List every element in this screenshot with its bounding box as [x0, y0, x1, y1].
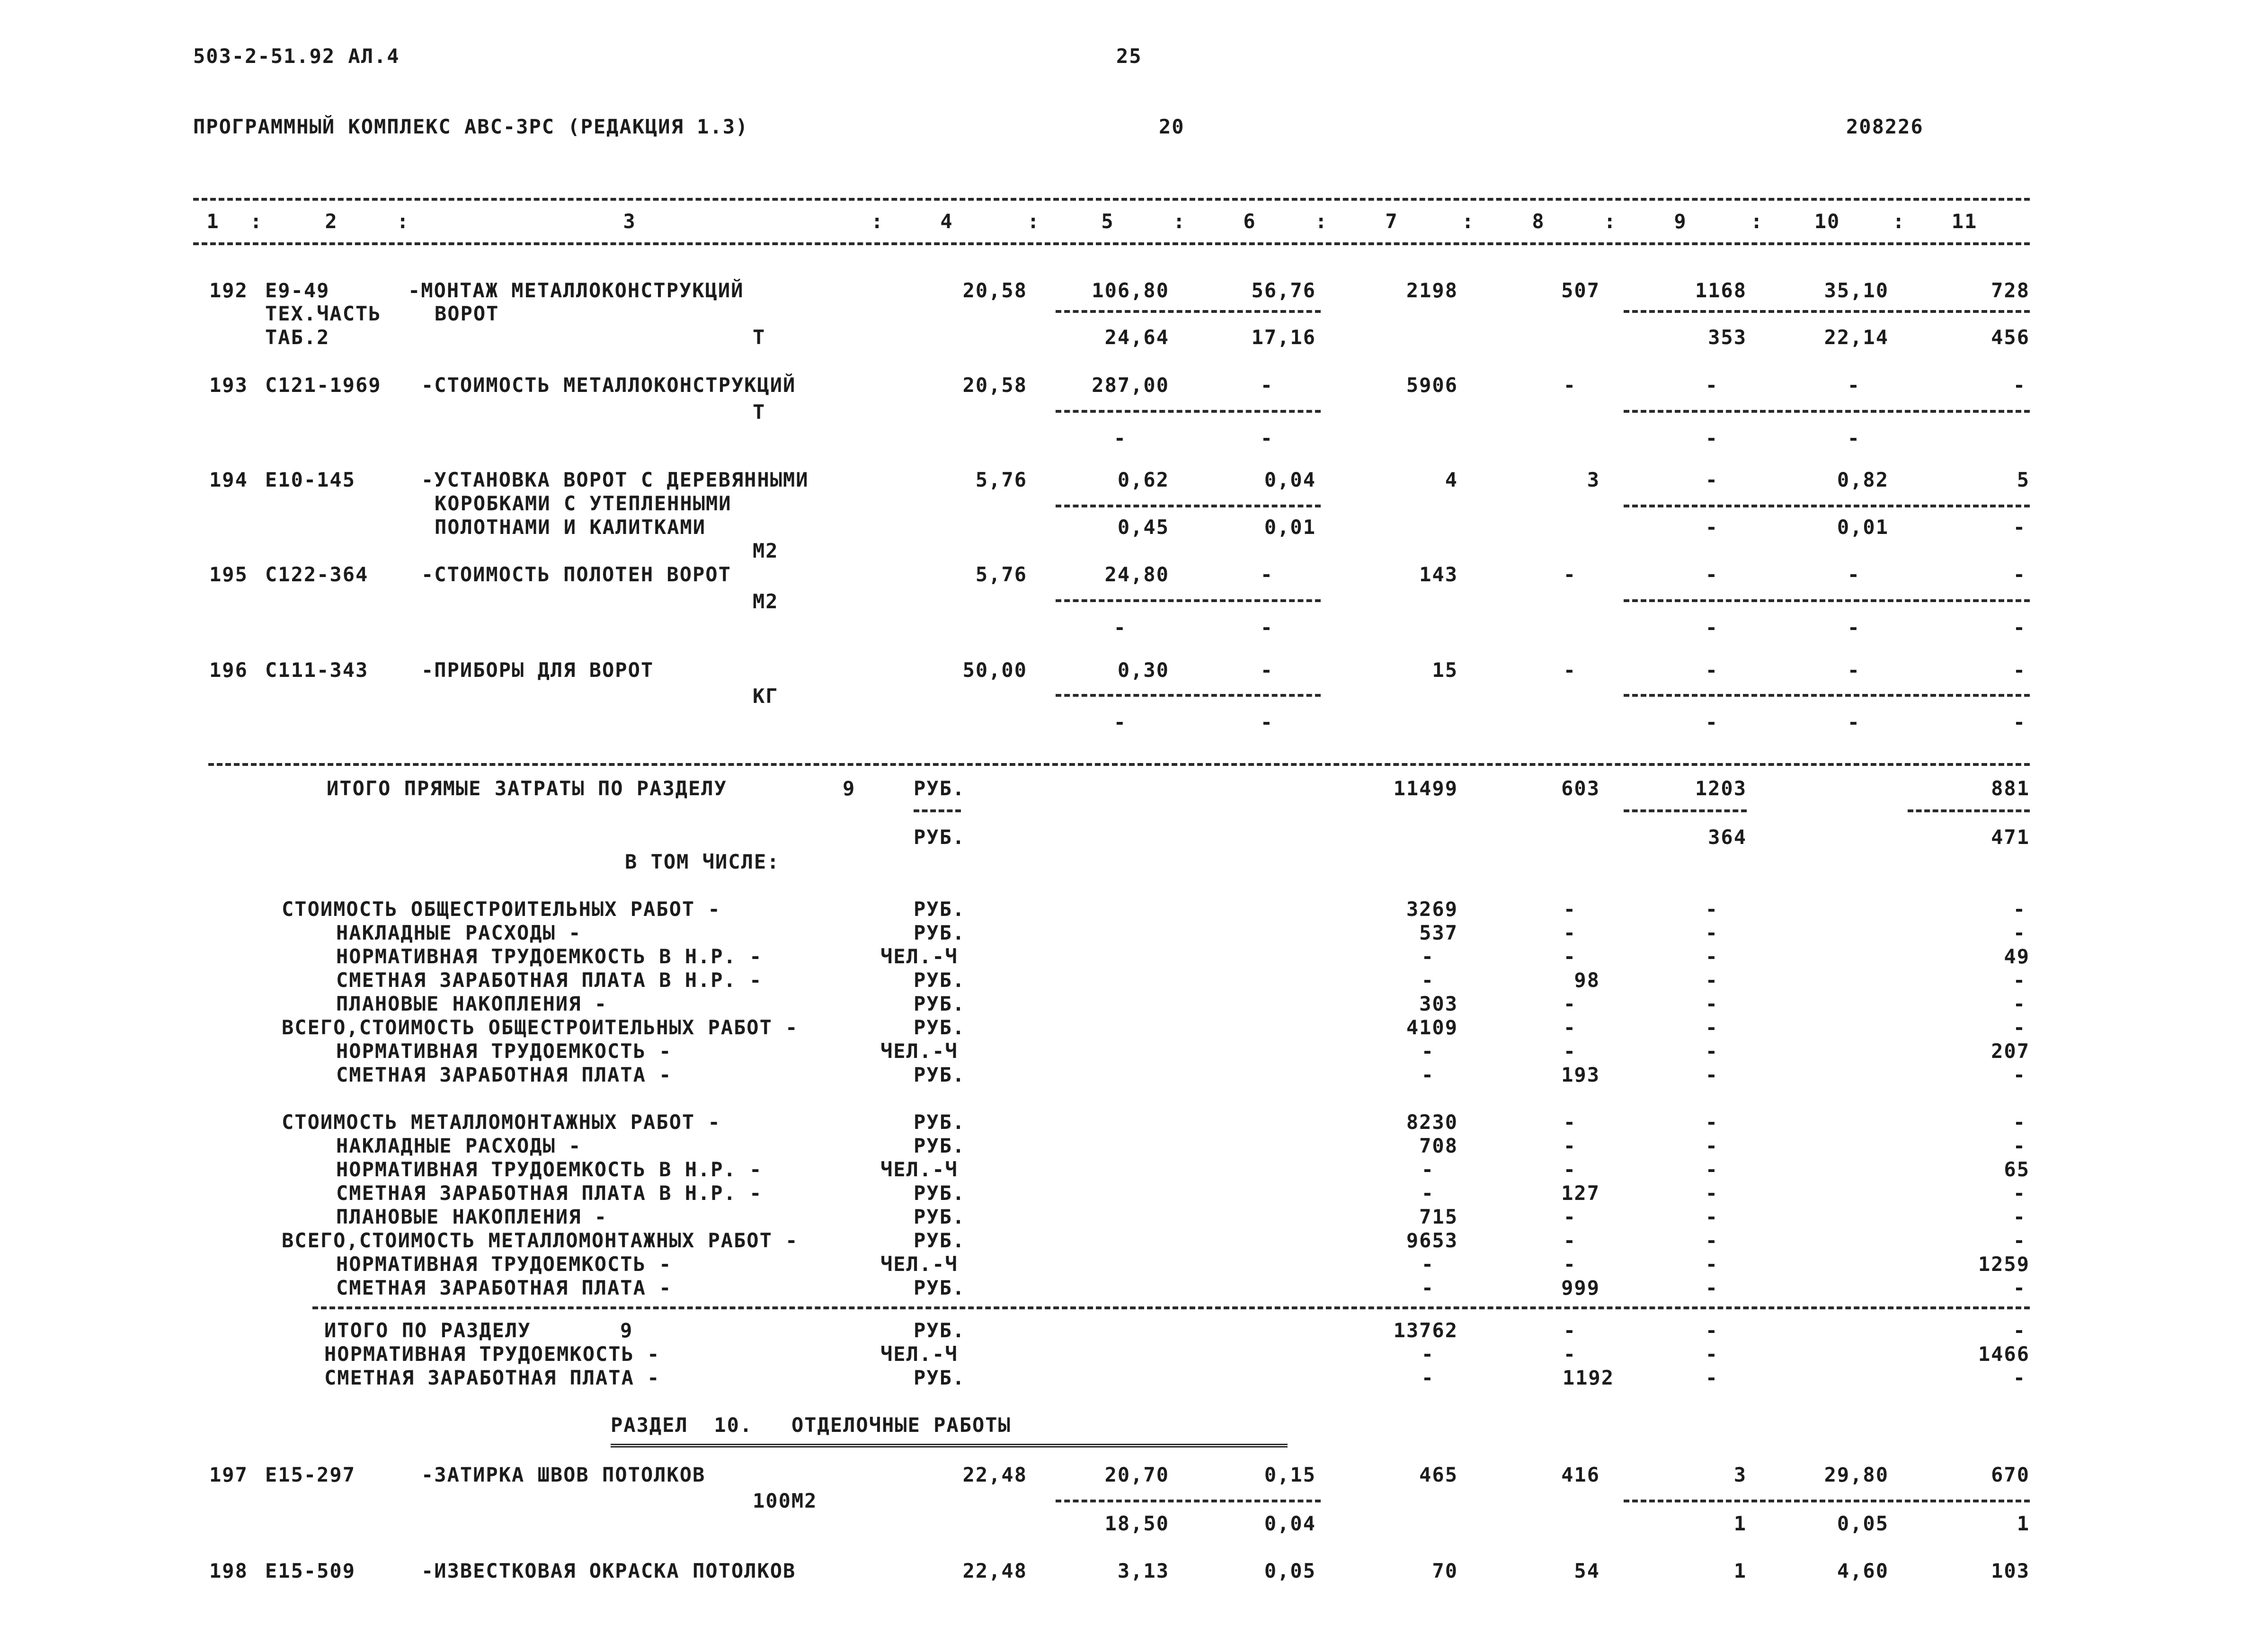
col8-value: -	[1563, 563, 1576, 586]
header-rule-bottom	[193, 242, 2030, 245]
col6-value-sub: 17,16	[1251, 326, 1316, 349]
col11-value-sub: 1	[2017, 1512, 2030, 1535]
summary-unit: ЧЕЛ.-Ч	[880, 1342, 958, 1366]
breakdown-unit: РУБ.	[914, 1063, 966, 1086]
column-header: 11	[1951, 210, 1978, 233]
col9-value-sub: -	[1705, 616, 1718, 639]
col9-value: -	[1705, 1276, 1718, 1299]
column-separator: :	[1893, 210, 1906, 233]
col9-value: -	[1705, 1366, 1718, 1389]
col11-value: -	[2013, 563, 2026, 586]
col10-value-sub: -	[1847, 616, 1860, 639]
col6-value-sub: -	[1260, 616, 1273, 639]
col9-value: 1203	[1695, 777, 1747, 800]
subtotal-rule	[1624, 410, 2030, 413]
col5-value-sub: -	[1113, 426, 1127, 450]
col11-value-sub: -	[2013, 515, 2026, 539]
col7-value: -	[1421, 968, 1434, 992]
column-header: 6	[1243, 210, 1256, 233]
column-separator: :	[1315, 210, 1328, 233]
col8-value: -	[1563, 1205, 1576, 1228]
col11-value: 1466	[1978, 1342, 2030, 1366]
breakdown-unit: РУБ.	[914, 1276, 966, 1299]
col7-value: 70	[1432, 1559, 1458, 1582]
col6-value-sub: -	[1260, 426, 1273, 450]
col9-value-sub: -	[1705, 711, 1718, 734]
summary-unit: РУБ.	[914, 1366, 966, 1389]
column-separator: :	[1751, 210, 1764, 233]
col7-value: -	[1421, 1181, 1434, 1205]
breakdown-unit: РУБ.	[914, 1229, 966, 1252]
col9-value: -	[1705, 563, 1718, 586]
col4-quantity: 5,76	[975, 468, 1027, 491]
col5-value-sub: -	[1113, 616, 1127, 639]
col11-value: -	[2013, 968, 2026, 992]
item-number: 197	[209, 1463, 248, 1486]
col8-value: 507	[1561, 279, 1600, 302]
breakdown-unit: РУБ.	[914, 1016, 966, 1039]
col5-value-sub: 18,50	[1104, 1512, 1169, 1535]
col4-quantity: 50,00	[962, 658, 1027, 682]
header-rule-top	[193, 198, 2030, 201]
item-unit: Т	[753, 400, 766, 424]
col9-value: 1	[1733, 1559, 1747, 1582]
col11-value-sub: -	[2013, 616, 2026, 639]
col7-value: 4109	[1406, 1016, 1458, 1039]
col8-value: -	[1563, 1342, 1576, 1366]
breakdown-label: ВСЕГО,СТОИМОСТЬ ОБЩЕСТРОИТЕЛЬНЫХ РАБОТ -	[282, 1016, 799, 1039]
column-separator: :	[1462, 210, 1475, 233]
item-code: Е9-49	[265, 279, 330, 302]
col8-value: -	[1563, 1252, 1576, 1276]
section-heading: РАЗДЕЛ 10. ОТДЕЛОЧНЫЕ РАБОТЫ	[611, 1413, 1011, 1437]
col9-value-sub: 364	[1708, 826, 1747, 849]
col7-value: -	[1421, 1342, 1434, 1366]
breakdown-label: ПЛАНОВЫЕ НАКОПЛЕНИЯ -	[336, 1205, 608, 1228]
col10-value-sub: 22,14	[1824, 326, 1889, 349]
col7-value: 11499	[1393, 777, 1458, 800]
col6-value: -	[1260, 563, 1273, 586]
item-number: 195	[209, 563, 248, 586]
col7-value: 303	[1419, 992, 1458, 1015]
col8-value: -	[1563, 945, 1576, 968]
breakdown-label: СМЕТНАЯ ЗАРАБОТНАЯ ПЛАТА -	[336, 1063, 672, 1086]
column-separator: :	[1604, 210, 1617, 233]
column-separator: :	[871, 210, 884, 233]
column-separator: :	[397, 210, 410, 233]
col6-value: 0,05	[1264, 1559, 1316, 1582]
breakdown-label: НАКЛАДНЫЕ РАСХОДЫ -	[336, 921, 582, 944]
col4-quantity: 5,76	[975, 563, 1027, 586]
summary-section-number: 9	[620, 1319, 633, 1342]
col9-value: -	[1705, 373, 1718, 397]
col9-value: -	[1705, 1205, 1718, 1228]
col7-value: -	[1421, 1063, 1434, 1086]
breakdown-label: СТОИМОСТЬ ОБЩЕСТРОИТЕЛЬНЫХ РАБОТ -	[282, 897, 721, 921]
breakdown-unit: РУБ.	[914, 1134, 966, 1157]
col11-value: -	[2013, 1110, 2026, 1134]
item-name: -СТОИМОСТЬ ПОЛОТЕН ВОРОТ	[421, 563, 731, 586]
col6-value-sub: 0,04	[1264, 1512, 1316, 1535]
col5-value-sub: 0,45	[1117, 515, 1169, 539]
col11-value: 728	[1991, 279, 2030, 302]
subtotal-rule	[1624, 1500, 2030, 1502]
item-name: -ЗАТИРКА ШВОВ ПОТОЛКОВ	[421, 1463, 706, 1486]
col11-value: 65	[2004, 1158, 2030, 1181]
col11-value: -	[2013, 992, 2026, 1015]
col11-value: 207	[1991, 1039, 2030, 1063]
summary-label: СМЕТНАЯ ЗАРАБОТНАЯ ПЛАТА -	[324, 1366, 660, 1389]
section-total-label: ИТОГО ПРЯМЫЕ ЗАТРАТЫ ПО РАЗДЕЛУ	[327, 777, 727, 800]
col4-quantity: 22,48	[962, 1463, 1027, 1486]
col7-value: -	[1421, 1252, 1434, 1276]
section-total-unit: РУБ.	[914, 777, 966, 800]
item-name: -СТОИМОСТЬ МЕТАЛЛОКОНСТРУКЦИЙ	[421, 373, 796, 397]
col9-value: -	[1705, 897, 1718, 921]
col8-value: -	[1563, 373, 1576, 397]
col4-quantity: 22,48	[962, 1559, 1027, 1582]
col11-value: -	[2013, 1276, 2026, 1299]
item-name: -ПРИБОРЫ ДЛЯ ВОРОТ	[421, 658, 654, 682]
col9-value: -	[1705, 1158, 1718, 1181]
breakdown-unit: РУБ.	[914, 1110, 966, 1134]
col8-value: -	[1563, 1016, 1576, 1039]
column-header: 7	[1385, 210, 1398, 233]
item-code-note: ТЕХ.ЧАСТЬ	[265, 302, 382, 325]
col11-value: -	[2013, 1229, 2026, 1252]
col9-value: -	[1705, 1252, 1718, 1276]
subtotal-rule	[1056, 1500, 1321, 1502]
subtotal-rule	[1056, 694, 1321, 697]
col9-value: -	[1705, 1181, 1718, 1205]
col8-value: 3	[1587, 468, 1600, 491]
sheet-number: 25	[1116, 44, 1142, 68]
col11-value: -	[2013, 1134, 2026, 1157]
col10-value-sub: 0,01	[1837, 515, 1889, 539]
item-number: 194	[209, 468, 248, 491]
section-summary-rule	[312, 1306, 2030, 1309]
item-unit: М2	[753, 539, 779, 562]
document-code: 503-2-51.92 АЛ.4	[193, 44, 400, 68]
col10-value-sub: 0,05	[1837, 1512, 1889, 1535]
subtotal-rule	[1908, 809, 2030, 812]
col7-value: 3269	[1406, 897, 1458, 921]
col7-value: 9653	[1406, 1229, 1458, 1252]
col10-value: -	[1847, 658, 1860, 682]
col8-value: -	[1563, 1134, 1576, 1157]
column-separator: :	[1173, 210, 1186, 233]
col6-value: -	[1260, 658, 1273, 682]
col8-value: -	[1563, 992, 1576, 1015]
item-code-note: ТАБ.2	[265, 326, 330, 349]
col9-value: -	[1705, 945, 1718, 968]
col9-value: 3	[1733, 1463, 1747, 1486]
col8-value: 193	[1561, 1063, 1600, 1086]
col8-value: -	[1563, 1229, 1576, 1252]
col7-value: 2198	[1406, 279, 1458, 302]
col11-value: -	[2013, 1205, 2026, 1228]
col11-value: 670	[1991, 1463, 2030, 1486]
col7-value: -	[1421, 1276, 1434, 1299]
section-total-rule	[208, 763, 2030, 766]
col7-value: -	[1421, 1039, 1434, 1063]
col11-value: 103	[1991, 1559, 2030, 1582]
col11-value-sub: -	[2013, 711, 2026, 734]
column-header: 5	[1101, 210, 1114, 233]
col11-value: -	[2013, 921, 2026, 944]
col9-value: -	[1705, 968, 1718, 992]
col7-value: -	[1421, 945, 1434, 968]
section-heading-underline	[611, 1444, 1288, 1448]
item-code: С111-343	[265, 658, 369, 682]
breakdown-unit: РУБ.	[914, 897, 966, 921]
col8-value: 127	[1561, 1181, 1600, 1205]
col5-value: 3,13	[1117, 1559, 1169, 1582]
col9-value: -	[1705, 1110, 1718, 1134]
col7-value: -	[1421, 1158, 1434, 1181]
breakdown-label: СМЕТНАЯ ЗАРАБОТНАЯ ПЛАТА В Н.Р. -	[336, 1181, 763, 1205]
col10-value: -	[1847, 563, 1860, 586]
column-header: 10	[1814, 210, 1840, 233]
item-number: 193	[209, 373, 248, 397]
item-number: 192	[209, 279, 248, 302]
item-name: -ИЗВЕСТКОВАЯ ОКРАСКА ПОТОЛКОВ	[421, 1559, 796, 1582]
col8-value: 603	[1561, 777, 1600, 800]
col4-quantity: 20,58	[962, 279, 1027, 302]
breakdown-unit: РУБ.	[914, 968, 966, 992]
breakdown-label: НОРМАТИВНАЯ ТРУДОЕМКОСТЬ -	[336, 1039, 672, 1063]
breakdown-unit: ЧЕЛ.-Ч	[880, 945, 958, 968]
subtotal-rule	[1624, 310, 2030, 313]
summary-unit: РУБ.	[914, 1319, 966, 1342]
section-total-number: 9	[843, 777, 856, 800]
breakdown-label: НОРМАТИВНАЯ ТРУДОЕМКОСТЬ -	[336, 1252, 672, 1276]
col9-value: -	[1705, 992, 1718, 1015]
col11-value: 881	[1991, 777, 2030, 800]
breakdown-unit: РУБ.	[914, 921, 966, 944]
col10-value: 35,10	[1824, 279, 1889, 302]
subtotal-rule	[1056, 410, 1321, 413]
column-header: 9	[1674, 210, 1687, 233]
item-name: ПОЛОТНАМИ И КАЛИТКАМИ	[435, 515, 706, 539]
including-label: В ТОМ ЧИСЛЕ:	[625, 850, 780, 873]
item-name: ВОРОТ	[435, 302, 499, 325]
col9-value-sub: 353	[1708, 326, 1747, 349]
col8-value: -	[1563, 897, 1576, 921]
item-name: -МОНТАЖ МЕТАЛЛОКОНСТРУКЦИЙ	[408, 279, 744, 302]
col9-value: -	[1705, 1319, 1718, 1342]
col9-value: -	[1705, 1063, 1718, 1086]
breakdown-label: ПЛАНОВЫЕ НАКОПЛЕНИЯ -	[336, 992, 608, 1015]
col7-value: -	[1421, 1366, 1434, 1389]
col5-value-sub: -	[1113, 711, 1127, 734]
col8-value: 416	[1561, 1463, 1600, 1486]
item-code: Е10-145	[265, 468, 356, 491]
col8-value: -	[1563, 1319, 1576, 1342]
col9-value: -	[1705, 1229, 1718, 1252]
col10-value: 29,80	[1824, 1463, 1889, 1486]
item-unit: 100М2	[753, 1489, 818, 1512]
col11-value: 49	[2004, 945, 2030, 968]
col5-value-sub: 24,64	[1104, 326, 1169, 349]
col11-value-sub: 456	[1991, 326, 2030, 349]
col8-value: 54	[1574, 1559, 1600, 1582]
item-unit: Т	[753, 326, 766, 349]
column-header: 2	[325, 210, 338, 233]
col11-value: -	[2013, 1319, 2026, 1342]
section-total-unit: РУБ.	[914, 826, 966, 849]
col7-value: 537	[1419, 921, 1458, 944]
breakdown-unit: РУБ.	[914, 1181, 966, 1205]
breakdown-unit: ЧЕЛ.-Ч	[880, 1252, 958, 1276]
col11-value-sub: 471	[1991, 826, 2030, 849]
col11-value: 1259	[1978, 1252, 2030, 1276]
col5-value: 24,80	[1104, 563, 1169, 586]
item-code: Е15-297	[265, 1463, 356, 1486]
column-separator: :	[250, 210, 263, 233]
breakdown-label: СТОИМОСТЬ МЕТАЛЛОМОНТАЖНЫХ РАБОТ -	[282, 1110, 721, 1134]
col11-value: -	[2013, 1063, 2026, 1086]
breakdown-label: СМЕТНАЯ ЗАРАБОТНАЯ ПЛАТА -	[336, 1276, 672, 1299]
breakdown-label: СМЕТНАЯ ЗАРАБОТНАЯ ПЛАТА В Н.Р. -	[336, 968, 763, 992]
col10-value-sub: -	[1847, 426, 1860, 450]
col9-value: -	[1705, 1039, 1718, 1063]
item-number: 196	[209, 658, 248, 682]
col9-value: 1168	[1695, 279, 1747, 302]
col7-value: 465	[1419, 1463, 1458, 1486]
breakdown-label: НОРМАТИВНАЯ ТРУДОЕМКОСТЬ В Н.Р. -	[336, 1158, 763, 1181]
col9-value: -	[1705, 658, 1718, 682]
col8-value: 999	[1561, 1276, 1600, 1299]
summary-label: ИТОГО ПО РАЗДЕЛУ	[324, 1319, 531, 1342]
col11-value: 5	[2017, 468, 2030, 491]
column-header: 3	[623, 210, 636, 233]
col7-value: 4	[1445, 468, 1458, 491]
col7-value: 8230	[1406, 1110, 1458, 1134]
col9-value-sub: 1	[1733, 1512, 1747, 1535]
col7-value: 5906	[1406, 373, 1458, 397]
col4-quantity: 20,58	[962, 373, 1027, 397]
col11-value: -	[2013, 1016, 2026, 1039]
col9-value-sub: -	[1705, 426, 1718, 450]
breakdown-unit: ЧЕЛ.-Ч	[880, 1158, 958, 1181]
col8-value: -	[1563, 1110, 1576, 1134]
col8-value: 98	[1574, 968, 1600, 992]
col7-value: 13762	[1393, 1319, 1458, 1342]
col5-value: 20,70	[1104, 1463, 1169, 1486]
col5-value: 106,80	[1092, 279, 1169, 302]
breakdown-label: НОРМАТИВНАЯ ТРУДОЕМКОСТЬ В Н.Р. -	[336, 945, 763, 968]
item-code: С122-364	[265, 563, 369, 586]
subtotal-rule	[1056, 599, 1321, 602]
col9-value: -	[1705, 921, 1718, 944]
item-number: 198	[209, 1559, 248, 1582]
col11-value: -	[2013, 1366, 2026, 1389]
col9-value: -	[1705, 1016, 1718, 1039]
subtotal-rule	[1056, 310, 1321, 313]
breakdown-label: НАКЛАДНЫЕ РАСХОДЫ -	[336, 1134, 582, 1157]
subtotal-rule	[1624, 809, 1747, 812]
col6-value-sub: 0,01	[1264, 515, 1316, 539]
col5-value: 0,62	[1117, 468, 1169, 491]
col8-value: -	[1563, 1158, 1576, 1181]
col11-value: -	[2013, 373, 2026, 397]
col5-value: 0,30	[1117, 658, 1169, 682]
col8-value: -	[1563, 921, 1576, 944]
column-header: 4	[940, 210, 953, 233]
column-header: 8	[1532, 210, 1545, 233]
breakdown-unit: РУБ.	[914, 992, 966, 1015]
col10-value-sub: -	[1847, 711, 1860, 734]
col6-value: 0,15	[1264, 1463, 1316, 1486]
summary-label: НОРМАТИВНАЯ ТРУДОЕМКОСТЬ -	[324, 1342, 660, 1366]
breakdown-unit: ЧЕЛ.-Ч	[880, 1039, 958, 1063]
column-header: 1	[206, 210, 220, 233]
col6-value-sub: -	[1260, 711, 1273, 734]
subtotal-rule	[1056, 505, 1321, 507]
item-code: С121-1969	[265, 373, 382, 397]
subtotal-rule	[1624, 694, 2030, 697]
col9-value: -	[1705, 468, 1718, 491]
col6-value: 0,04	[1264, 468, 1316, 491]
item-name: КОРОБКАМИ С УТЕПЛЕННЫМИ	[435, 492, 732, 515]
col10-value: 0,82	[1837, 468, 1889, 491]
col11-value: -	[2013, 897, 2026, 921]
col6-value: 56,76	[1251, 279, 1316, 302]
item-code: Е15-509	[265, 1559, 356, 1582]
item-unit: М2	[753, 590, 779, 613]
col7-value: 15	[1432, 658, 1458, 682]
col8-value: -	[1563, 658, 1576, 682]
breakdown-unit: РУБ.	[914, 1205, 966, 1228]
col8-value: -	[1563, 1039, 1576, 1063]
item-unit: КГ	[753, 684, 779, 708]
breakdown-label: ВСЕГО,СТОИМОСТЬ МЕТАЛЛОМОНТАЖНЫХ РАБОТ -	[282, 1229, 799, 1252]
col11-value: -	[2013, 1181, 2026, 1205]
col6-value: -	[1260, 373, 1273, 397]
item-name: -УСТАНОВКА ВОРОТ С ДЕРЕВЯННЫМИ	[421, 468, 809, 491]
print-page-number: 20	[1159, 115, 1185, 138]
col7-value: 708	[1419, 1134, 1458, 1157]
subtotal-rule	[1624, 599, 2030, 602]
col9-value: -	[1705, 1342, 1718, 1366]
subtotal-rule	[914, 809, 961, 812]
column-separator: :	[1027, 210, 1040, 233]
col7-value: 143	[1419, 563, 1458, 586]
col10-value: -	[1847, 373, 1860, 397]
col9-value: -	[1705, 1134, 1718, 1157]
col11-value: -	[2013, 658, 2026, 682]
col9-value-sub: -	[1705, 515, 1718, 539]
col7-value: 715	[1419, 1205, 1458, 1228]
col5-value: 287,00	[1092, 373, 1169, 397]
document-id: 208226	[1846, 115, 1924, 138]
program-title: ПРОГРАММНЫЙ КОМПЛЕКС АВС-3РС (РЕДАКЦИЯ 1.3)	[193, 115, 749, 138]
col8-value: 1192	[1562, 1366, 1614, 1389]
subtotal-rule	[1624, 505, 2030, 507]
col10-value: 4,60	[1837, 1559, 1889, 1582]
